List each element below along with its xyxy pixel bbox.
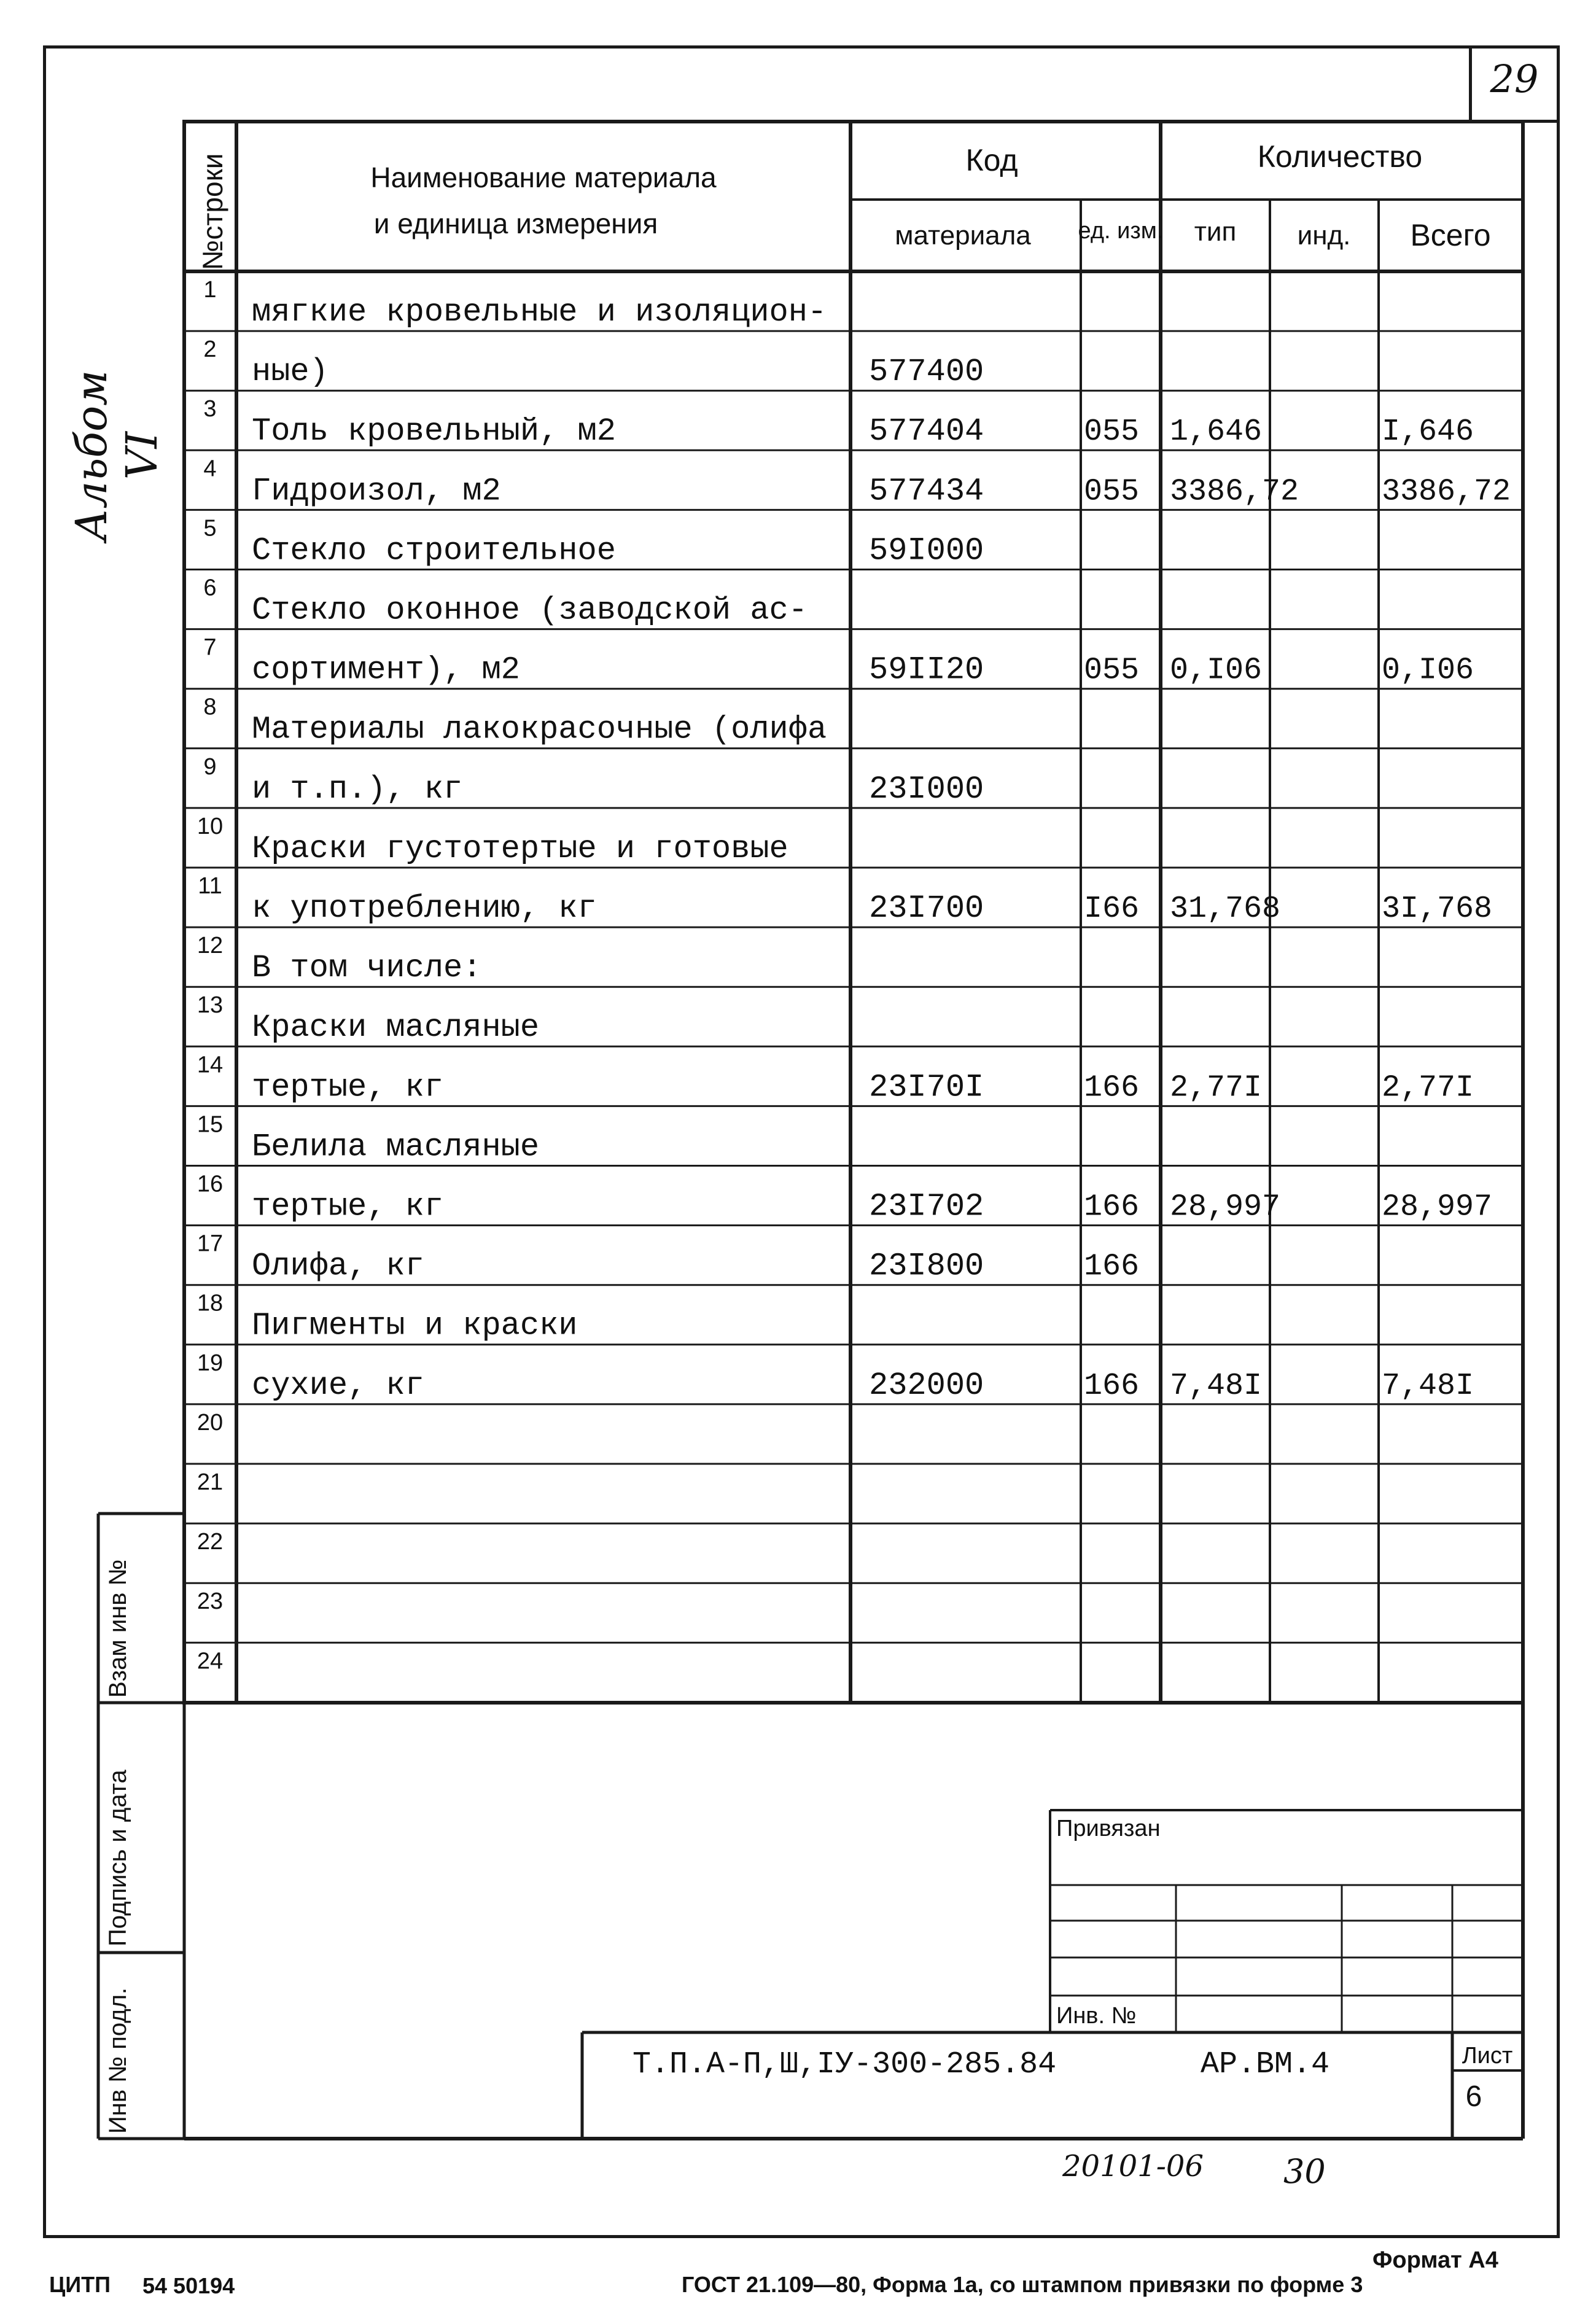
cell-code: 232000 — [869, 1367, 984, 1404]
header-code-unit: ед. изм. — [1078, 218, 1164, 244]
handwritten-page-number: 30 — [1283, 2152, 1326, 2191]
cell-n: 11 — [198, 873, 222, 899]
cell-name: тертые, кг — [252, 1069, 444, 1106]
cell-n: 2 — [203, 336, 217, 363]
cell-code: 577400 — [869, 354, 984, 391]
header-name-line2: и единица измерения — [373, 208, 658, 239]
format-label: Формат А4 — [1372, 2247, 1498, 2273]
cell-total: I,646 — [1382, 414, 1474, 450]
cell-unit: 166 — [1084, 1249, 1140, 1285]
cell-unit: 055 — [1084, 414, 1140, 450]
cell-n: 12 — [197, 933, 224, 959]
cell-name: В том числе: — [252, 950, 482, 987]
cell-n: 17 — [197, 1230, 224, 1257]
cell-name: Белила масляные — [252, 1129, 540, 1165]
cell-unit: 055 — [1084, 474, 1140, 510]
cell-code: 23I702 — [869, 1188, 984, 1225]
footer-org: ЦИТП — [49, 2272, 111, 2297]
cell-n: 8 — [203, 694, 217, 720]
cell-code: 23I700 — [869, 890, 984, 927]
cell-type: 3386,72 — [1170, 474, 1299, 510]
cell-name: Олифа, кг — [252, 1248, 424, 1285]
cell-name: Краски масляные — [252, 1009, 540, 1046]
cell-type: 0,I06 — [1170, 653, 1263, 688]
footer-gost: ГОСТ 21.109—80, Форма 1а, со штампом привязки по форме 3 — [682, 2272, 1363, 2297]
cell-code: 23I800 — [869, 1248, 984, 1285]
cell-unit: I66 — [1084, 892, 1140, 927]
cell-total: 0,I06 — [1382, 653, 1474, 688]
cell-n: 19 — [197, 1350, 224, 1376]
cell-unit: 166 — [1084, 1368, 1140, 1404]
cell-code: 59II20 — [869, 651, 984, 688]
cell-code: 23I000 — [869, 771, 984, 807]
header-qty-total: Всего — [1410, 218, 1491, 252]
cell-n: 14 — [197, 1052, 224, 1078]
header-name-line1: Наименование материала — [370, 161, 717, 193]
cell-unit: 166 — [1084, 1070, 1140, 1106]
cell-total: 3386,72 — [1382, 474, 1511, 510]
cell-type: 7,48I — [1170, 1368, 1263, 1404]
cell-n: 4 — [203, 456, 217, 482]
side-podpis-data: Подпись и дата — [104, 1770, 131, 1946]
cell-n: 3 — [203, 396, 217, 422]
stamp-privyazan: Привязан — [1056, 1816, 1161, 1841]
cell-n: 21 — [197, 1469, 224, 1495]
cell-code: 59I000 — [869, 532, 984, 569]
cell-total: 2,77I — [1382, 1070, 1474, 1106]
header-code-material: материала — [895, 220, 1031, 251]
page-number: 29 — [1490, 56, 1539, 101]
cell-name: Краски густотертые и готовые — [252, 830, 788, 867]
cell-type: 28,997 — [1170, 1189, 1281, 1225]
cell-n: 7 — [203, 634, 217, 661]
cell-name: ные) — [252, 354, 329, 391]
cell-name: Стекло оконное (заводской ас- — [252, 592, 808, 629]
cell-unit: 166 — [1084, 1189, 1140, 1225]
cell-n: 15 — [197, 1111, 224, 1138]
cell-total: 28,997 — [1382, 1189, 1493, 1225]
handwritten-bottom-code: 20101-06 — [1062, 2149, 1204, 2183]
cell-total: 3I,768 — [1382, 892, 1493, 927]
cell-n: 6 — [203, 575, 217, 601]
cell-name: мягкие кровельные и изоляцион- — [252, 294, 827, 330]
cell-code: 23I70I — [869, 1069, 984, 1106]
cell-name: Пигменты и краски — [252, 1307, 578, 1344]
cell-n: 23 — [197, 1588, 224, 1615]
header-qty-type: тип — [1194, 217, 1237, 247]
side-inv-podl: Инв № подл. — [104, 1987, 131, 2134]
cell-n: 24 — [197, 1648, 224, 1674]
cell-n: 22 — [197, 1529, 224, 1555]
cell-name: сортимент), м2 — [252, 651, 520, 688]
cell-n: 1 — [203, 277, 217, 303]
header-quantity: Количество — [1257, 139, 1423, 174]
cell-name: и т.п.), кг — [252, 771, 463, 807]
album-label: Альбом VI — [66, 370, 167, 542]
cell-name: Стекло строительное — [252, 532, 616, 569]
stamp-doc-mark: АР.ВМ.4 — [1201, 2047, 1330, 2082]
cell-n: 16 — [197, 1171, 224, 1197]
cell-type: 2,77I — [1170, 1070, 1263, 1106]
cell-n: 13 — [197, 992, 224, 1019]
cell-unit: 055 — [1084, 653, 1140, 688]
side-vzam-inv: Взам инв № — [104, 1559, 131, 1698]
cell-name: тертые, кг — [252, 1188, 444, 1225]
stamp-sheet-label: Лист — [1462, 2043, 1513, 2069]
cell-n: 20 — [197, 1409, 224, 1436]
footer-org-number: 54 50194 — [142, 2273, 235, 2298]
cell-name: Материалы лакокрасочные (олифа — [252, 711, 827, 748]
cell-total: 7,48I — [1382, 1368, 1474, 1404]
cell-name: Толь кровельный, м2 — [252, 413, 616, 450]
cell-n: 10 — [197, 813, 224, 839]
cell-type: 1,646 — [1170, 414, 1263, 450]
header-qty-ind: инд. — [1297, 220, 1351, 251]
cell-code: 577434 — [869, 473, 984, 510]
header-code: Код — [965, 143, 1018, 177]
cell-name: сухие, кг — [252, 1367, 424, 1404]
cell-n: 18 — [197, 1290, 224, 1316]
stamp-inv-no: Инв. № — [1056, 2003, 1137, 2029]
cell-code: 577404 — [869, 413, 984, 450]
cell-type: 31,768 — [1170, 892, 1281, 927]
stamp-sheet-no: 6 — [1465, 2080, 1482, 2113]
stamp-doc-code: Т.П.А-П,Ш,IУ-300-285.84 — [633, 2047, 1057, 2082]
cell-name: Гидроизол, м2 — [252, 473, 501, 510]
cell-name: к употреблению, кг — [252, 890, 597, 927]
cell-n: 5 — [203, 515, 217, 542]
cell-n: 9 — [203, 753, 217, 780]
header-row-no: №строки — [197, 153, 228, 270]
